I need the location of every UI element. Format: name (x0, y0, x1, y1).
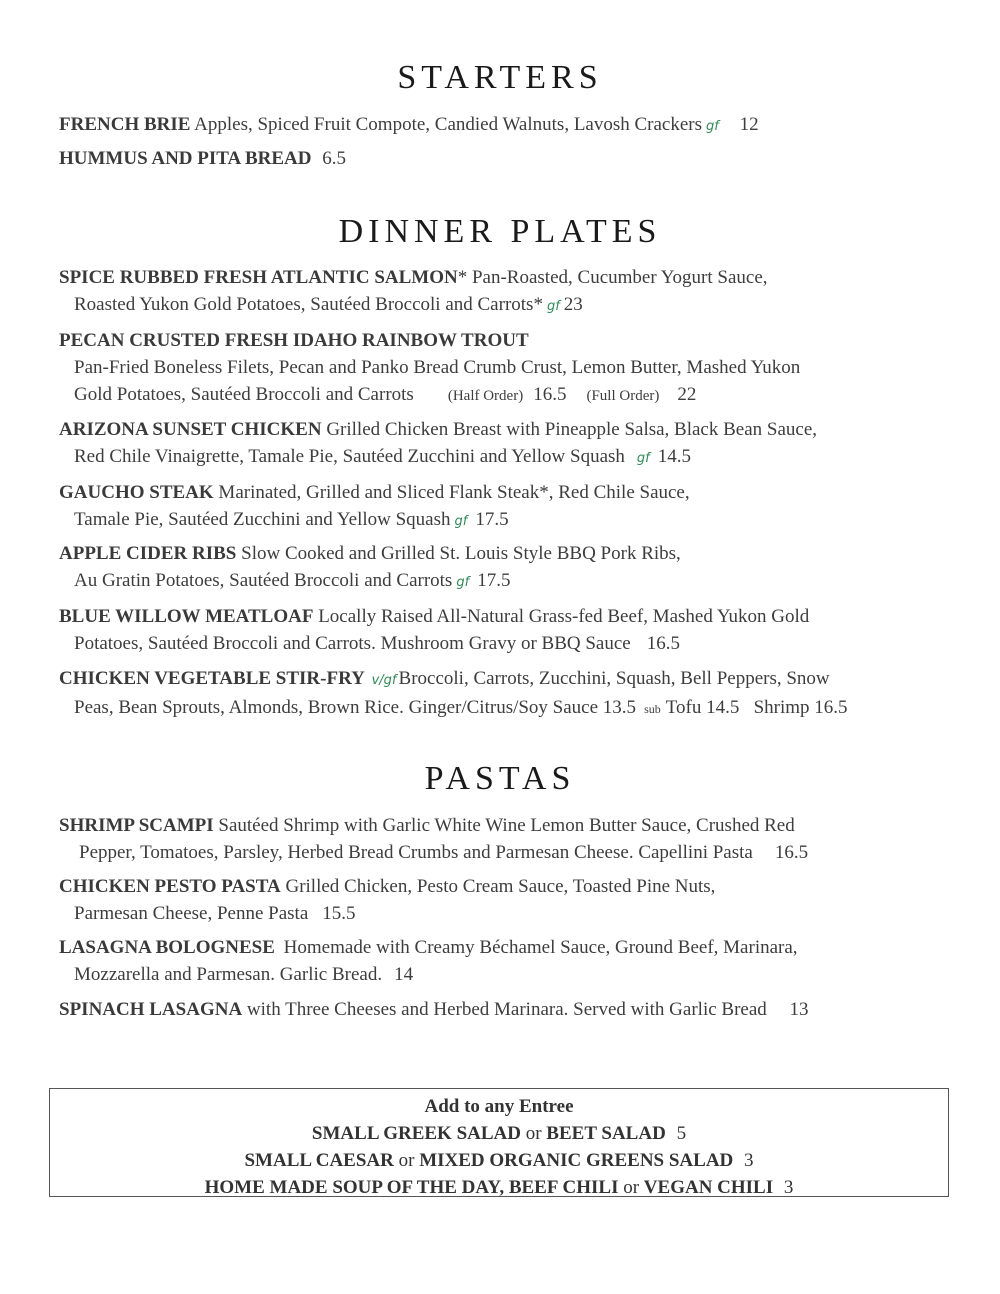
add-on-option: BEET SALAD (546, 1123, 666, 1144)
add-on-line (50, 1147, 948, 1174)
item-description: Marinated, Grilled and Sliced Flank Steak*, Red Chile Sauce, (218, 482, 690, 503)
item-description: Locally Raised All-Natural Grass-fed Beef, Mashed Yukon Gold (318, 606, 810, 627)
add-on-line (50, 1120, 948, 1147)
menu-item-gaucho-steak (59, 479, 969, 535)
menu-item-spinach-lasagna (59, 996, 969, 1023)
menu-item-chicken-pesto (59, 873, 969, 927)
item-name: HUMMUS AND PITA BREAD (59, 148, 312, 169)
item-price: 14 (394, 964, 414, 985)
menu-item-apple-cider-ribs (59, 540, 969, 596)
item-description: with Three Cheeses and Herbed Marinara. Served with Garlic Bread (246, 999, 767, 1020)
item-price: 14.5 (657, 446, 691, 467)
gluten-free-icon: gf (706, 119, 719, 134)
item-description: Apples, Spiced Fruit Compote, Candied Walnuts, Lavosh Crackers (194, 114, 703, 135)
item-name: GAUCHO STEAK (59, 482, 214, 503)
item-description-2: Pepper, Tomatoes, Parsley, Herbed Bread Crumbs and Parmesan Cheese. Capellini Pasta (79, 842, 753, 863)
vegan-gluten-free-icon: v/gf (371, 673, 397, 688)
add-on-option: HOME MADE SOUP OF THE DAY, BEEF CHILI (204, 1177, 619, 1198)
add-on-price: 5 (676, 1123, 687, 1144)
gluten-free-icon: gf (454, 514, 468, 529)
item-price: 16.5 (646, 633, 680, 654)
item-description-2: Au Gratin Potatoes, Sautéed Broccoli and Carrots (74, 570, 453, 591)
add-on-line (50, 1174, 948, 1201)
item-description-2: Red Chile Vinaigrette, Tamale Pie, Sautéed Zucchini and Yellow Squash (74, 446, 625, 467)
menu-item-lasagna-bolognese (59, 934, 969, 988)
gluten-free-icon: gf (546, 299, 560, 314)
item-name: PECAN CRUSTED FRESH IDAHO RAINBOW TROUT (59, 330, 529, 351)
add-on-option: SMALL CAESAR (244, 1150, 394, 1171)
item-price: 16.5 (774, 842, 809, 863)
item-name: LASAGNA BOLOGNESE (59, 937, 275, 958)
item-price: 23 (563, 294, 583, 315)
add-on-heading: Add to any Entree (424, 1096, 574, 1117)
item-name: ARIZONA SUNSET CHICKEN (59, 419, 322, 440)
menu-item-shrimp-scampi (59, 812, 969, 866)
half-order-label: (Half Order) (447, 388, 524, 404)
item-description-2: Parmesan Cheese, Penne Pasta (74, 903, 309, 924)
section-title-starters: STARTERS (397, 59, 603, 96)
sub-label: sub (644, 702, 661, 716)
item-description-2: Peas, Bean Sprouts, Almonds, Brown Rice. Ginger/Citrus/Soy Sauce 13.5 (74, 697, 637, 718)
item-description-2: Mozzarella and Parmesan. Garlic Bread. (74, 964, 383, 985)
add-on-option: VEGAN CHILI (643, 1177, 774, 1198)
item-name: BLUE WILLOW MEATLOAF (59, 606, 314, 627)
item-name: SPINACH LASAGNA (59, 999, 243, 1020)
item-description-2: Gold Potatoes, Sautéed Broccoli and Carrots (74, 384, 414, 405)
item-description: Pan-Fried Boneless Filets, Pecan and Panko Bread Crumb Crust, Lemon Butter, Mashed Yukon (74, 357, 801, 378)
menu-item-salmon (59, 264, 969, 320)
item-description: Pan-Roasted, Cucumber Yogurt Sauce, (471, 267, 768, 288)
add-on-option: MIXED ORGANIC GREENS SALAD (419, 1150, 734, 1171)
item-price: 15.5 (322, 903, 356, 924)
item-description: Grilled Chicken Breast with Pineapple Salsa, Black Bean Sauce, (326, 419, 818, 440)
menu-item-french-brie (59, 111, 969, 140)
item-price: 17.5 (477, 570, 511, 591)
item-name: CHICKEN PESTO PASTA (59, 876, 281, 897)
item-asterisk: * (457, 267, 468, 288)
section-title-dinner-plates: DINNER PLATES (338, 213, 662, 250)
menu-item-stir-fry (59, 665, 989, 723)
item-price: 17.5 (475, 509, 509, 530)
or-text: or (398, 1150, 415, 1171)
item-name: CHICKEN VEGETABLE STIR-FRY (59, 668, 365, 689)
gluten-free-icon: gf (636, 451, 650, 466)
item-description-2: Roasted Yukon Gold Potatoes, Sautéed Broccoli and Carrots* (74, 294, 543, 315)
add-on-option: SMALL GREEK SALAD (311, 1123, 521, 1144)
menu-item-hummus (59, 145, 969, 172)
item-description: Sautéed Shrimp with Garlic White Wine Lemon Butter Sauce, Crushed Red (218, 815, 795, 836)
add-to-entree-box (49, 1088, 949, 1197)
full-order-label: (Full Order) (586, 388, 660, 404)
add-on-price: 3 (783, 1177, 794, 1198)
menu-item-meatloaf (59, 603, 969, 657)
or-text: or (623, 1177, 640, 1198)
item-description-2: Tamale Pie, Sautéed Zucchini and Yellow Squash (74, 509, 451, 530)
sub-options: Tofu 14.5 Shrimp 16.5 (665, 697, 848, 718)
item-price: 13 (789, 999, 809, 1020)
gluten-free-icon: gf (456, 575, 470, 590)
full-order-price: 22 (677, 384, 697, 405)
item-name: SPICE RUBBED FRESH ATLANTIC SALMON (59, 267, 458, 288)
half-order-price: 16.5 (533, 384, 567, 405)
item-description: Homemade with Creamy Béchamel Sauce, Ground Beef, Marinara, (283, 937, 798, 958)
or-text: or (525, 1123, 542, 1144)
menu-item-trout (59, 327, 969, 410)
item-price: 12 (739, 114, 759, 135)
menu-item-arizona-chicken (59, 416, 969, 472)
item-description: Slow Cooked and Grilled St. Louis Style BBQ Pork Ribs, (241, 543, 681, 564)
item-name: FRENCH BRIE (59, 114, 191, 135)
item-price: 6.5 (322, 148, 346, 169)
section-title-pastas: PASTAS (424, 760, 576, 797)
item-name: SHRIMP SCAMPI (59, 815, 214, 836)
item-description-2: Potatoes, Sautéed Broccoli and Carrots. Mushroom Gravy or BBQ Sauce (74, 633, 631, 654)
add-on-price: 3 (744, 1150, 754, 1171)
item-description: Grilled Chicken, Pesto Cream Sauce, Toasted Pine Nuts, (285, 876, 716, 897)
item-name: APPLE CIDER RIBS (59, 543, 237, 564)
item-description: Broccoli, Carrots, Zucchini, Squash, Bell Peppers, Snow (398, 668, 830, 689)
